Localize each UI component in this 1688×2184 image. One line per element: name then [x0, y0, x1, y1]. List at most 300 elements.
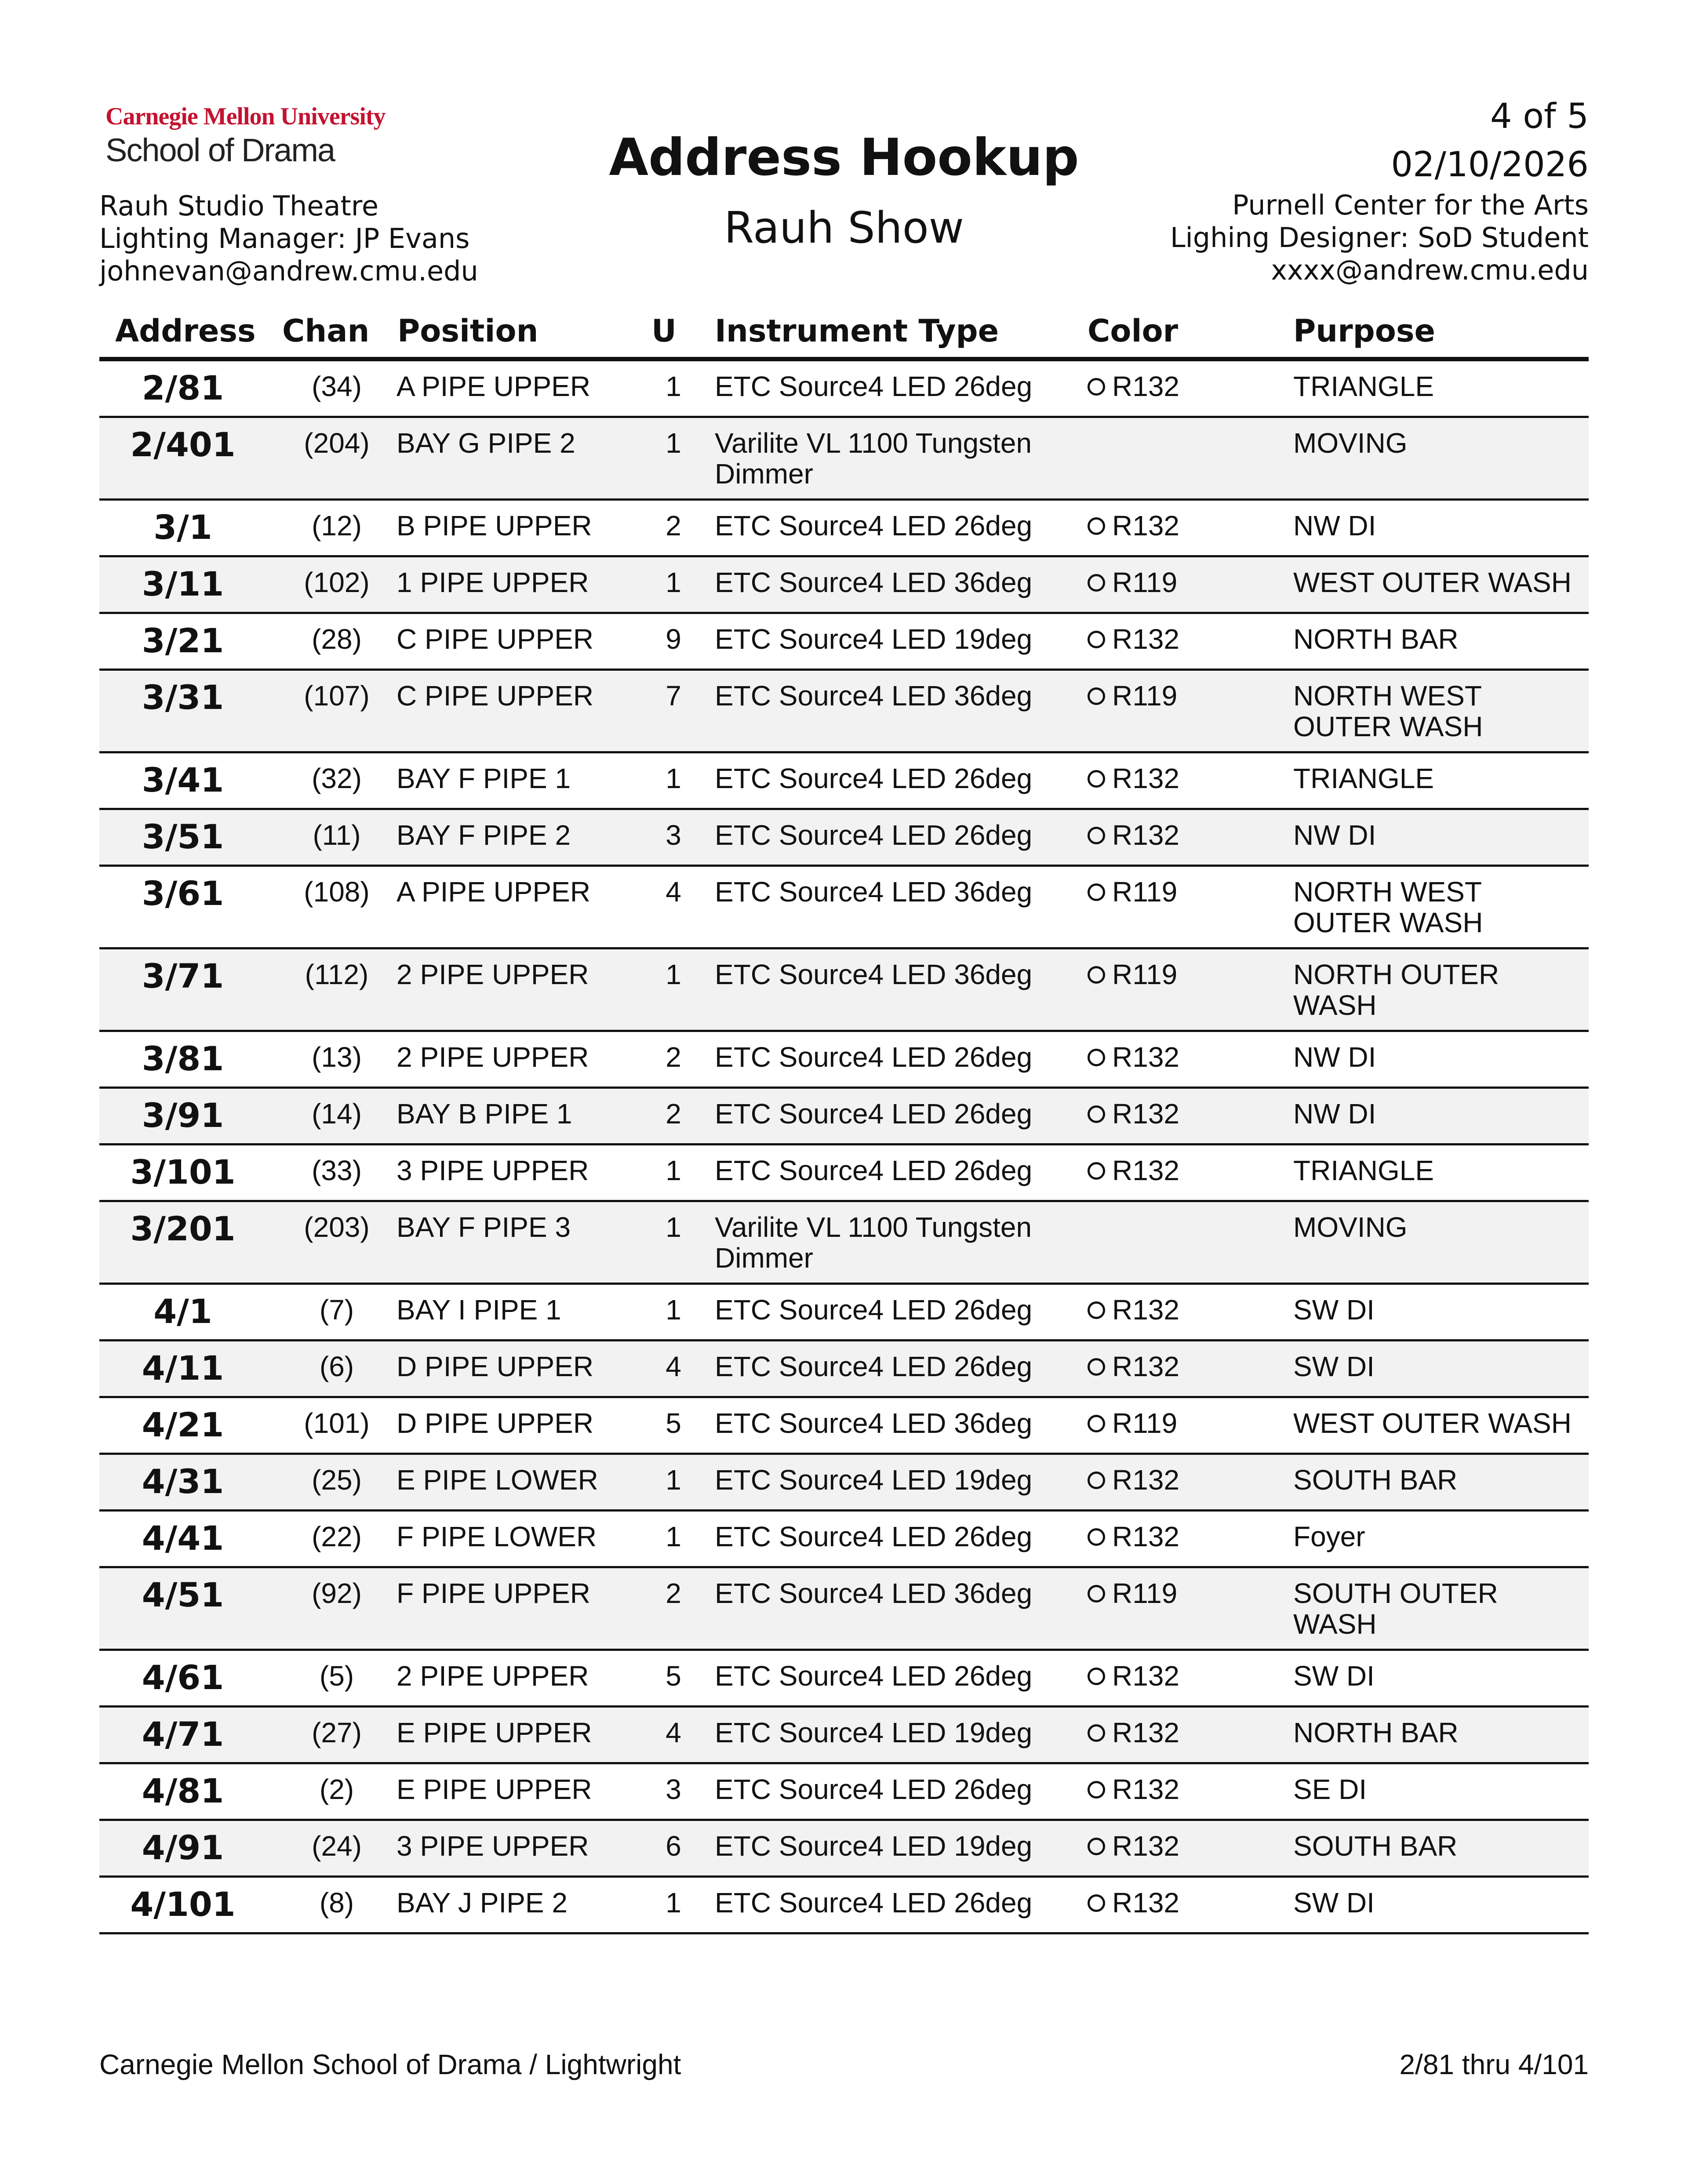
table-row [99, 557, 1589, 614]
cell-purpose [1293, 1578, 1592, 1639]
cell-address: 4/1 [153, 1292, 212, 1331]
cell-color [1088, 1521, 1281, 1552]
cell-unit: 4 [666, 876, 681, 908]
designer-email: xxxx@andrew.cmu.edu [1271, 254, 1589, 286]
manager-email: johnevan@andrew.cmu.edu [99, 255, 478, 287]
cell-color [1088, 1661, 1281, 1691]
cell-unit: 2 [666, 1577, 681, 1609]
cell-purpose [1293, 820, 1592, 850]
color-code: R119 [1112, 1577, 1178, 1609]
table-row [99, 1032, 1589, 1089]
cell-purpose [1293, 1212, 1592, 1243]
instrument-type-line2: Dimmer [715, 458, 813, 490]
cell-purpose [1293, 1408, 1592, 1439]
cell-purpose [1293, 1351, 1592, 1382]
cell-unit: 3 [666, 819, 681, 851]
hookup-table [99, 308, 1589, 1934]
color-code: R132 [1112, 1464, 1179, 1496]
col-header-chan: Chan [282, 313, 370, 349]
cell-channel: (28) [312, 623, 362, 655]
instrument-type-line1: ETC Source4 LED 36deg [715, 680, 1033, 712]
cell-instrument-type [715, 1774, 1066, 1805]
lighting-manager: Lighting Manager: JP Evans [99, 222, 470, 254]
color-code: R132 [1112, 1351, 1179, 1382]
instrument-type-line1: Varilite VL 1100 Tungsten [715, 1211, 1032, 1243]
purpose-line1: SW DI [1293, 1294, 1375, 1326]
logo-school: School of Drama [106, 132, 335, 168]
instrument-type-line1: ETC Source4 LED 19deg [715, 1717, 1033, 1748]
color-swatch-icon [1088, 1301, 1105, 1319]
cell-channel: (112) [305, 959, 369, 990]
cell-address: 3/41 [142, 760, 224, 799]
cell-channel: (14) [312, 1098, 362, 1130]
purpose-line1: NORTH WEST [1293, 680, 1482, 712]
cell-position: D PIPE UPPER [397, 1407, 594, 1439]
cell-unit: 2 [666, 1041, 681, 1073]
instrument-type-line1: ETC Source4 LED 26deg [715, 1887, 1033, 1919]
table-header [99, 308, 1589, 361]
cell-position: C PIPE UPPER [397, 623, 594, 655]
table-row [99, 614, 1589, 671]
cell-address: 3/31 [142, 678, 224, 717]
cell-color [1088, 1294, 1281, 1325]
cell-position: D PIPE UPPER [397, 1351, 594, 1382]
purpose-line1: NW DI [1293, 510, 1376, 541]
color-swatch-icon [1088, 378, 1105, 396]
show-name: Rauh Show [724, 203, 964, 253]
instrument-type-line1: ETC Source4 LED 36deg [715, 1407, 1033, 1439]
purpose-line1: NW DI [1293, 1041, 1376, 1073]
table-row [99, 1341, 1589, 1398]
cell-position: 1 PIPE UPPER [397, 567, 589, 598]
color-code: R119 [1112, 959, 1178, 990]
cell-address: 3/91 [142, 1096, 224, 1135]
table-row [99, 949, 1589, 1032]
cell-address: 3/51 [142, 817, 224, 856]
cell-position: A PIPE UPPER [397, 371, 591, 402]
cell-purpose [1293, 624, 1592, 654]
cell-address: 4/21 [142, 1405, 224, 1444]
col-header-color: Color [1088, 313, 1179, 349]
cell-channel: (101) [304, 1407, 370, 1439]
cell-color [1088, 510, 1281, 541]
cell-channel: (6) [319, 1351, 354, 1382]
cell-position: F PIPE UPPER [397, 1577, 590, 1609]
cell-channel: (25) [312, 1464, 362, 1496]
color-code: R132 [1112, 1717, 1179, 1748]
color-swatch-icon [1088, 1585, 1105, 1603]
color-code: R132 [1112, 819, 1179, 851]
color-code: R132 [1112, 371, 1179, 402]
purpose-line1: SW DI [1293, 1351, 1375, 1382]
purpose-line2: OUTER WASH [1293, 907, 1483, 938]
footer-source: Carnegie Mellon School of Drama / Lightwright [99, 2049, 681, 2080]
venue-name: Rauh Studio Theatre [99, 190, 379, 222]
cell-purpose [1293, 1464, 1592, 1495]
instrument-type-line1: ETC Source4 LED 26deg [715, 371, 1033, 402]
color-code: R132 [1112, 1098, 1179, 1130]
cell-color [1088, 1351, 1281, 1382]
cell-instrument-type [715, 1294, 1066, 1325]
color-swatch-icon [1088, 1049, 1105, 1066]
purpose-line1: MOVING [1293, 1211, 1408, 1243]
table-row [99, 1145, 1589, 1202]
color-code: R132 [1112, 1660, 1179, 1692]
cell-address: 4/81 [142, 1771, 224, 1810]
color-code: R132 [1112, 1521, 1179, 1552]
purpose-line1: NORTH OUTER [1293, 959, 1499, 990]
cell-address: 4/11 [142, 1348, 224, 1388]
cell-instrument-type [715, 1155, 1066, 1186]
color-swatch-icon [1088, 1358, 1105, 1376]
cell-position: C PIPE UPPER [397, 680, 594, 712]
cell-position: 2 PIPE UPPER [397, 1660, 589, 1692]
cell-position: 3 PIPE UPPER [397, 1830, 589, 1862]
cell-color [1088, 763, 1281, 794]
instrument-type-line1: ETC Source4 LED 26deg [715, 1294, 1033, 1326]
cell-unit: 9 [666, 623, 681, 655]
color-swatch-icon [1088, 1838, 1105, 1855]
purpose-line1: SE DI [1293, 1773, 1367, 1805]
cell-instrument-type [715, 763, 1066, 794]
cell-purpose [1293, 428, 1592, 458]
cell-instrument-type [715, 510, 1066, 541]
cell-color [1088, 1578, 1281, 1609]
instrument-type-line1: ETC Source4 LED 19deg [715, 623, 1033, 655]
cell-purpose [1293, 1042, 1592, 1072]
instrument-type-line1: ETC Source4 LED 26deg [715, 763, 1033, 794]
cell-address: 4/71 [142, 1715, 224, 1754]
instrument-type-line1: ETC Source4 LED 36deg [715, 959, 1033, 990]
cell-instrument-type [715, 1351, 1066, 1382]
table-row [99, 671, 1589, 753]
color-swatch-icon [1088, 883, 1105, 901]
color-code: R132 [1112, 510, 1179, 541]
cell-purpose [1293, 1294, 1592, 1325]
cell-instrument-type [715, 1717, 1066, 1748]
table-row [99, 418, 1589, 501]
color-code: R132 [1112, 1830, 1179, 1862]
table-row [99, 1764, 1589, 1821]
cell-instrument-type [715, 1521, 1066, 1552]
color-code: R132 [1112, 1887, 1179, 1919]
cell-channel: (7) [319, 1294, 354, 1326]
cell-purpose [1293, 680, 1592, 742]
cell-unit: 4 [666, 1717, 681, 1748]
table-row [99, 1568, 1589, 1651]
cell-unit: 1 [666, 1464, 681, 1496]
cell-address: 4/31 [142, 1462, 224, 1501]
color-code: R119 [1112, 876, 1178, 908]
cell-channel: (108) [304, 876, 370, 908]
cell-address: 3/61 [142, 874, 224, 913]
cell-purpose [1293, 371, 1592, 402]
cell-color [1088, 876, 1281, 907]
table-row [99, 1512, 1589, 1568]
table-row [99, 1455, 1589, 1512]
purpose-line1: SW DI [1293, 1660, 1375, 1692]
cell-position: E PIPE LOWER [397, 1464, 598, 1496]
col-header-address: Address [115, 313, 256, 349]
cell-unit: 7 [666, 680, 681, 712]
col-header-position: Position [397, 313, 538, 349]
cell-channel: (12) [312, 510, 362, 541]
cell-channel: (32) [312, 763, 362, 794]
cell-purpose [1293, 567, 1592, 598]
cell-channel: (11) [313, 819, 361, 851]
instrument-type-line1: Varilite VL 1100 Tungsten [715, 427, 1032, 459]
cell-position: BAY J PIPE 2 [397, 1887, 568, 1919]
color-code: R119 [1112, 680, 1178, 712]
cell-unit: 1 [666, 959, 681, 990]
instrument-type-line1: ETC Source4 LED 36deg [715, 876, 1033, 908]
cell-color [1088, 680, 1281, 711]
purpose-line1: NORTH BAR [1293, 1717, 1459, 1748]
table-row [99, 361, 1589, 418]
cell-color [1088, 1042, 1281, 1072]
cell-position: BAY F PIPE 2 [397, 819, 571, 851]
color-code: R119 [1112, 1407, 1178, 1439]
cell-instrument-type [715, 1042, 1066, 1072]
cell-position: BAY I PIPE 1 [397, 1294, 561, 1326]
cell-color [1088, 1155, 1281, 1186]
purpose-line1: SOUTH BAR [1293, 1830, 1458, 1862]
cell-purpose [1293, 1831, 1592, 1861]
cell-address: 2/81 [142, 368, 224, 407]
purpose-line1: NORTH BAR [1293, 623, 1459, 655]
purpose-line2: OUTER WASH [1293, 711, 1483, 742]
cell-channel: (34) [312, 371, 362, 402]
instrument-type-line1: ETC Source4 LED 36deg [715, 1577, 1033, 1609]
purpose-line2: WASH [1293, 989, 1377, 1021]
instrument-type-line1: ETC Source4 LED 19deg [715, 1830, 1033, 1862]
color-swatch-icon [1088, 1415, 1105, 1432]
col-header-unit: U [651, 313, 677, 349]
color-swatch-icon [1088, 631, 1105, 648]
purpose-line1: Foyer [1293, 1521, 1365, 1552]
color-swatch-icon [1088, 517, 1105, 535]
cell-channel: (27) [312, 1717, 362, 1748]
table-row [99, 753, 1589, 810]
lighting-designer: Lighing Designer: SoD Student [1170, 222, 1589, 254]
color-swatch-icon [1088, 1472, 1105, 1489]
cell-purpose [1293, 1521, 1592, 1552]
cell-purpose [1293, 876, 1592, 938]
color-code: R132 [1112, 1041, 1179, 1073]
purpose-line1: WEST OUTER WASH [1293, 567, 1572, 598]
table-row [99, 1089, 1589, 1145]
cell-channel: (204) [304, 427, 370, 459]
cell-instrument-type [715, 428, 1066, 489]
cell-address: 4/61 [142, 1658, 224, 1697]
cell-purpose [1293, 1661, 1592, 1691]
purpose-line2: WASH [1293, 1608, 1377, 1640]
cell-purpose [1293, 1887, 1592, 1918]
designer-info [1170, 92, 1589, 287]
table-row [99, 867, 1589, 949]
cell-position: E PIPE UPPER [397, 1717, 592, 1748]
purpose-line1: TRIANGLE [1293, 1155, 1434, 1186]
table-row [99, 501, 1589, 557]
cell-instrument-type [715, 1831, 1066, 1861]
instrument-type-line1: ETC Source4 LED 19deg [715, 1464, 1033, 1496]
cell-channel: (2) [319, 1773, 354, 1805]
color-swatch-icon [1088, 574, 1105, 592]
instrument-type-line1: ETC Source4 LED 26deg [715, 1773, 1033, 1805]
table-row [99, 1651, 1589, 1708]
table-row [99, 1398, 1589, 1455]
table-row [99, 1878, 1589, 1934]
instrument-type-line1: ETC Source4 LED 36deg [715, 567, 1033, 598]
cell-channel: (22) [312, 1521, 362, 1552]
cell-address: 4/51 [142, 1575, 224, 1614]
cell-instrument-type [715, 1212, 1066, 1273]
cell-channel: (102) [304, 567, 370, 598]
cell-unit: 3 [666, 1773, 681, 1805]
color-code: R132 [1112, 1155, 1179, 1186]
cell-unit: 1 [666, 427, 681, 459]
col-header-instrument-type: Instrument Type [715, 313, 999, 349]
cell-channel: (5) [319, 1660, 354, 1692]
cell-instrument-type [715, 1464, 1066, 1495]
cell-position: BAY F PIPE 3 [397, 1211, 571, 1243]
purpose-line1: SW DI [1293, 1887, 1375, 1919]
color-code: R132 [1112, 1773, 1179, 1805]
logo-university: Carnegie Mellon University [106, 103, 386, 130]
table-body [99, 361, 1589, 1934]
cell-address: 3/101 [130, 1152, 236, 1192]
cell-color [1088, 820, 1281, 850]
color-code: R132 [1112, 1294, 1179, 1326]
cell-channel: (203) [304, 1211, 370, 1243]
cell-purpose [1293, 1155, 1592, 1186]
color-swatch-icon [1088, 966, 1105, 984]
color-swatch-icon [1088, 1781, 1105, 1799]
cell-unit: 1 [666, 567, 681, 598]
page-number: 4 of 5 [1490, 97, 1589, 136]
cell-instrument-type [715, 820, 1066, 850]
cell-instrument-type [715, 1098, 1066, 1129]
cell-position: BAY B PIPE 1 [397, 1098, 572, 1130]
cell-color [1088, 1408, 1281, 1439]
cell-purpose [1293, 959, 1592, 1021]
cell-unit: 2 [666, 510, 681, 541]
cell-unit: 6 [666, 1830, 681, 1862]
cell-address: 3/71 [142, 956, 224, 996]
color-swatch-icon [1088, 770, 1105, 788]
cell-color [1088, 1098, 1281, 1129]
color-code: R132 [1112, 763, 1179, 794]
cell-purpose [1293, 510, 1592, 541]
cell-channel: (13) [312, 1041, 362, 1073]
cell-address: 3/81 [142, 1039, 224, 1078]
cell-address: 4/41 [142, 1519, 224, 1558]
purpose-line1: MOVING [1293, 427, 1408, 459]
cell-color [1088, 1887, 1281, 1918]
cell-unit: 1 [666, 1211, 681, 1243]
cell-address: 3/201 [130, 1209, 236, 1248]
cell-unit: 1 [666, 1294, 681, 1326]
cell-color [1088, 1831, 1281, 1861]
table-row [99, 1202, 1589, 1285]
instrument-type-line1: ETC Source4 LED 26deg [715, 1041, 1033, 1073]
cell-color [1088, 1717, 1281, 1748]
purpose-line1: SOUTH OUTER [1293, 1577, 1498, 1609]
report-title: Address Hookup [609, 128, 1079, 187]
cell-position: B PIPE UPPER [397, 510, 592, 541]
cell-instrument-type [715, 371, 1066, 402]
cell-instrument-type [715, 876, 1066, 907]
cell-instrument-type [715, 624, 1066, 654]
color-swatch-icon [1088, 1894, 1105, 1912]
cell-instrument-type [715, 567, 1066, 598]
cell-unit: 1 [666, 763, 681, 794]
cell-purpose [1293, 763, 1592, 794]
cell-purpose [1293, 1098, 1592, 1129]
cell-unit: 4 [666, 1351, 681, 1382]
cell-purpose [1293, 1717, 1592, 1748]
title-block [492, 125, 1196, 257]
color-swatch-icon [1088, 1105, 1105, 1123]
cell-position: 2 PIPE UPPER [397, 1041, 589, 1073]
color-swatch-icon [1088, 827, 1105, 844]
cell-color [1088, 959, 1281, 990]
cell-color [1088, 1774, 1281, 1805]
purpose-line1: NW DI [1293, 1098, 1376, 1130]
cell-address: 4/91 [142, 1828, 224, 1867]
instrument-type-line1: ETC Source4 LED 26deg [715, 819, 1033, 851]
cell-channel: (24) [312, 1830, 362, 1862]
cell-instrument-type [715, 680, 1066, 711]
cell-instrument-type [715, 1661, 1066, 1691]
cell-unit: 1 [666, 371, 681, 402]
cell-purpose [1293, 1774, 1592, 1805]
building-name: Purnell Center for the Arts [1232, 189, 1589, 221]
purpose-line1: WEST OUTER WASH [1293, 1407, 1572, 1439]
purpose-line1: TRIANGLE [1293, 763, 1434, 794]
table-row [99, 810, 1589, 867]
cell-address: 2/401 [130, 425, 236, 464]
color-swatch-icon [1088, 1668, 1105, 1685]
cell-channel: (92) [312, 1577, 362, 1609]
purpose-line1: TRIANGLE [1293, 371, 1434, 402]
color-code: R119 [1112, 567, 1178, 598]
cell-instrument-type [715, 1408, 1066, 1439]
instrument-type-line1: ETC Source4 LED 26deg [715, 1098, 1033, 1130]
report-date: 02/10/2026 [1391, 145, 1589, 185]
cell-instrument-type [715, 1578, 1066, 1609]
col-header-purpose: Purpose [1293, 313, 1435, 349]
cell-unit: 1 [666, 1155, 681, 1186]
cell-color [1088, 371, 1281, 402]
color-swatch-icon [1088, 1162, 1105, 1180]
cell-address: 3/1 [153, 508, 212, 547]
cell-unit: 1 [666, 1887, 681, 1919]
cell-position: E PIPE UPPER [397, 1773, 592, 1805]
cell-address: 3/11 [142, 564, 224, 603]
cmu-logo [106, 101, 386, 169]
purpose-line1: NORTH WEST [1293, 876, 1482, 908]
footer-range: 2/81 thru 4/101 [1399, 2049, 1589, 2080]
purpose-line1: NW DI [1293, 819, 1376, 851]
cell-position: 3 PIPE UPPER [397, 1155, 589, 1186]
cell-unit: 2 [666, 1098, 681, 1130]
cell-channel: (8) [319, 1887, 354, 1919]
purpose-line1: SOUTH BAR [1293, 1464, 1458, 1496]
color-swatch-icon [1088, 1724, 1105, 1742]
cell-unit: 1 [666, 1521, 681, 1552]
table-row [99, 1708, 1589, 1764]
